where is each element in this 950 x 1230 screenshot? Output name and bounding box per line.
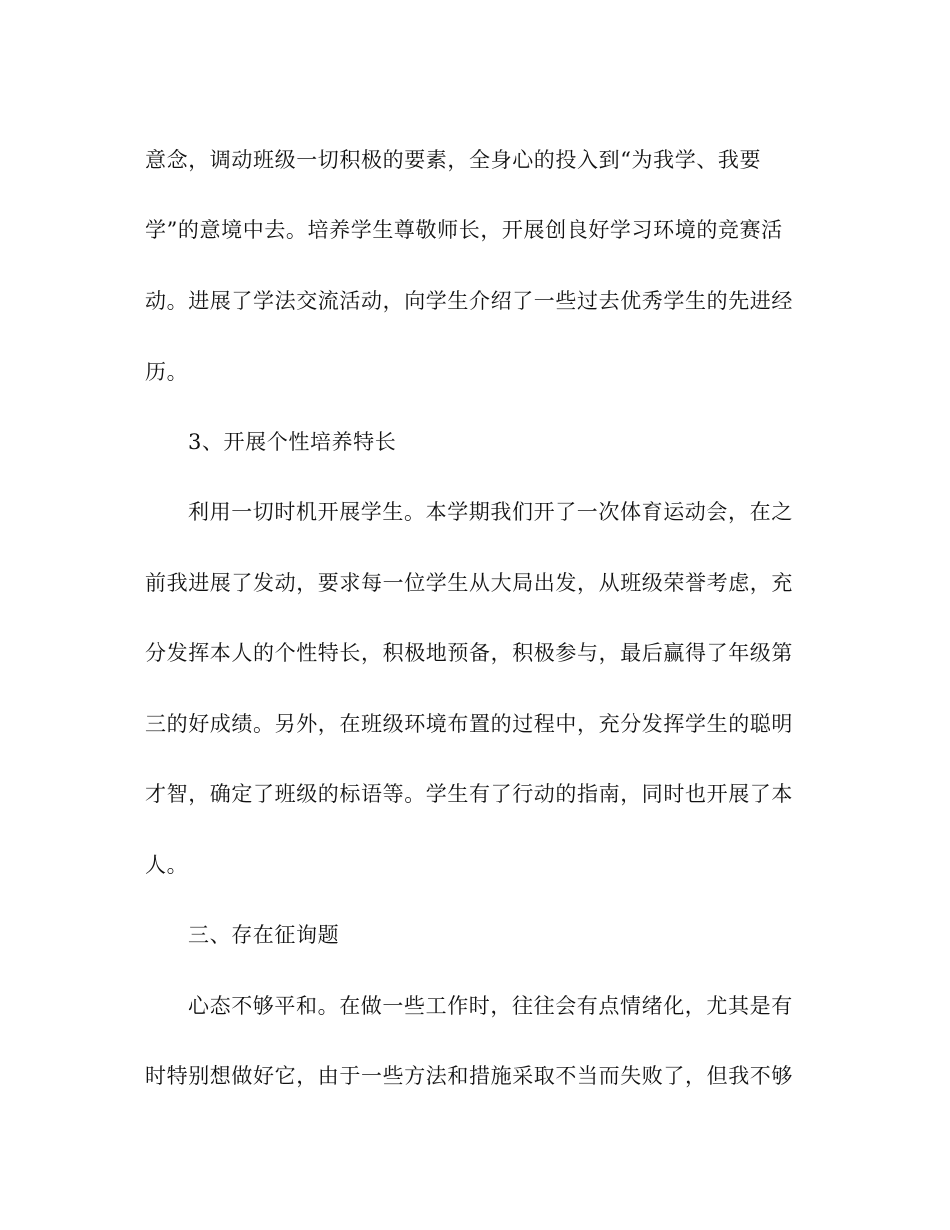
paragraph-line: 意念，调动班级一切积极的要素，全身心的投入到“为我学、我要 bbox=[145, 148, 762, 172]
paragraph-line: 心态不够平和。在做一些工作时，往往会有点情绪化，尤其是有 bbox=[188, 994, 793, 1018]
section-heading: 三、存在征询题 bbox=[188, 923, 340, 947]
paragraph-line: 前我进展了发动，要求每一位学生从大局出发，从班级荣誉考虑，充 bbox=[145, 571, 793, 595]
paragraph-line: 利用一切时机开展学生。本学期我们开了一次体育运动会，在之 bbox=[188, 500, 793, 524]
paragraph-line: 历。 bbox=[145, 360, 189, 384]
paragraph-line: 人。 bbox=[145, 853, 189, 877]
paragraph-line: 才智，确定了班级的标语等。学生有了行动的指南，同时也开展了本 bbox=[145, 782, 793, 806]
paragraph-line: 时特别想做好它，由于一些方法和措施采取不当而失败了，但我不够 bbox=[145, 1064, 793, 1088]
paragraph-line: 学”的意境中去。培养学生尊敬师长，开展创良好学习环境的竞赛活 bbox=[145, 218, 783, 242]
paragraph-line: 分发挥本人的个性特长，积极地预备，积极参与，最后赢得了年级第 bbox=[145, 641, 793, 665]
section-heading: 3、开展个性培养特长 bbox=[188, 430, 397, 454]
paragraph-line: 三的好成绩。另外，在班级环境布置的过程中，充分发挥学生的聪明 bbox=[145, 712, 793, 736]
paragraph-line: 动。进展了学法交流活动，向学生介绍了一些过去优秀学生的先进经 bbox=[145, 289, 793, 313]
